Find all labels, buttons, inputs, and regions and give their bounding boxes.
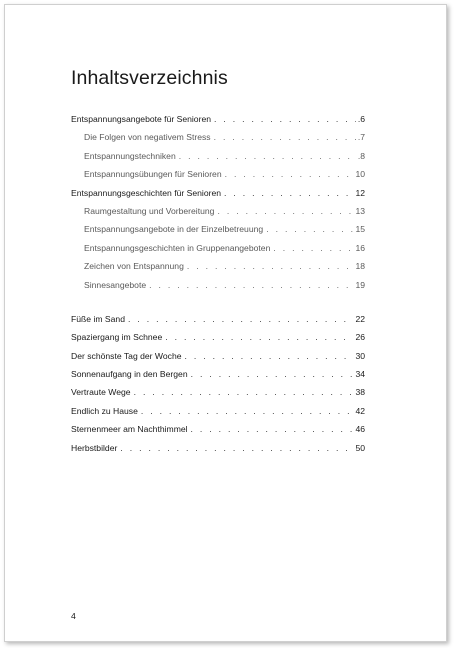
toc-entry-label: Sinnesangebote — [84, 279, 147, 290]
toc-entry-label: Vertraute Wege — [71, 387, 131, 398]
toc-leader-dots — [225, 165, 354, 183]
toc-subentry[interactable] — [71, 257, 365, 275]
toc-entry-label: Sonnenaufgang in den Bergen — [71, 369, 188, 380]
toc-leader-dots — [191, 420, 354, 438]
toc-subentry[interactable] — [71, 202, 365, 220]
toc-entry[interactable] — [71, 328, 365, 346]
toc-entry-label: Entspannungsübungen für Senioren — [84, 169, 222, 180]
toc-leader-dots — [191, 365, 354, 383]
toc-entry-page: 30 — [355, 350, 365, 361]
toc-entry-label: Herbstbilder — [71, 442, 118, 453]
toc-entry-label: Füße im Sand — [71, 313, 125, 324]
toc-entry-label: Entspannungsgeschichten für Senioren — [71, 187, 222, 198]
toc-entry[interactable] — [71, 347, 365, 365]
toc-leader-dots — [266, 220, 353, 238]
toc-entry-page: 12 — [355, 187, 365, 198]
toc-leader-dots — [179, 147, 356, 165]
toc-subentry[interactable] — [71, 276, 365, 294]
toc-entry-label: Entspannungsangebote in der Einzelbetreuung — [84, 224, 264, 235]
toc-subentry[interactable] — [71, 128, 365, 146]
toc-entry-label: Spaziergang im Schnee — [71, 332, 163, 343]
toc-entry-page: 15 — [355, 224, 365, 235]
toc-leader-dots — [214, 128, 356, 146]
toc-entry-page: .8 — [357, 150, 365, 161]
toc-entry[interactable] — [71, 439, 365, 457]
toc-leader-dots — [149, 276, 353, 294]
toc-leader-dots — [128, 310, 353, 328]
toc-leader-dots — [224, 184, 353, 202]
toc-entry[interactable] — [71, 420, 365, 438]
toc-entry-page: 42 — [355, 405, 365, 416]
page-number: 4 — [71, 611, 76, 621]
toc-leader-dots — [141, 402, 354, 420]
document-page — [4, 4, 447, 642]
toc-leader-dots — [185, 347, 354, 365]
toc-leader-dots — [217, 202, 353, 220]
toc-entry-label: Entspannungsgeschichten in Gruppenangeboten — [84, 242, 271, 253]
toc-entry-page: 22 — [355, 313, 365, 324]
toc-leader-dots — [187, 257, 354, 275]
toc-entry[interactable] — [71, 184, 365, 202]
toc-entry-page: 50 — [355, 442, 365, 453]
toc-subentry[interactable] — [71, 165, 365, 183]
toc-entry[interactable] — [71, 365, 365, 383]
toc-entry[interactable] — [71, 402, 365, 420]
toc-entry-page: .6 — [357, 114, 365, 124]
toc-entry-label: Entspannungsangebote für Senioren — [71, 114, 211, 124]
toc-entry-label: Entspannungstechniken — [84, 150, 176, 161]
toc-entry-page: 19 — [355, 279, 365, 290]
toc-leader-dots — [273, 239, 353, 257]
table-of-contents — [71, 110, 365, 457]
toc-entry-page: 18 — [355, 261, 365, 272]
toc-subentry[interactable] — [71, 147, 365, 165]
toc-entry-page: 13 — [355, 205, 365, 216]
toc-subentry[interactable] — [71, 220, 365, 238]
toc-entry-label: Der schönste Tag der Woche — [71, 350, 182, 361]
page-title: Inhaltsverzeichnis — [71, 67, 228, 89]
toc-leader-dots — [165, 328, 353, 346]
toc-entry-page: 16 — [355, 242, 365, 253]
toc-entry-label: Die Folgen von negativem Stress — [84, 132, 211, 143]
toc-entry-label: Sternenmeer am Nachthimmel — [71, 424, 188, 435]
toc-entry-page: 34 — [355, 369, 365, 380]
toc-entry-page: 10 — [355, 169, 365, 180]
section-spacer — [71, 294, 365, 310]
toc-entry-page: .7 — [357, 132, 365, 143]
toc-entry-page: 26 — [355, 332, 365, 343]
toc-entry[interactable] — [71, 383, 365, 401]
toc-entry-label: Endlich zu Hause — [71, 405, 138, 416]
toc-leader-dots — [134, 383, 354, 401]
toc-leader-dots — [120, 439, 353, 457]
toc-entry-label: Raumgestaltung und Vorbereitung — [84, 205, 215, 216]
toc-entry-label: Zeichen von Entspannung — [84, 261, 184, 272]
toc-entry[interactable] — [71, 110, 365, 128]
toc-entry-page: 46 — [355, 424, 365, 435]
toc-subentry[interactable] — [71, 239, 365, 257]
toc-entry[interactable] — [71, 310, 365, 328]
toc-entry-page: 38 — [355, 387, 365, 398]
toc-leader-dots — [214, 110, 356, 128]
